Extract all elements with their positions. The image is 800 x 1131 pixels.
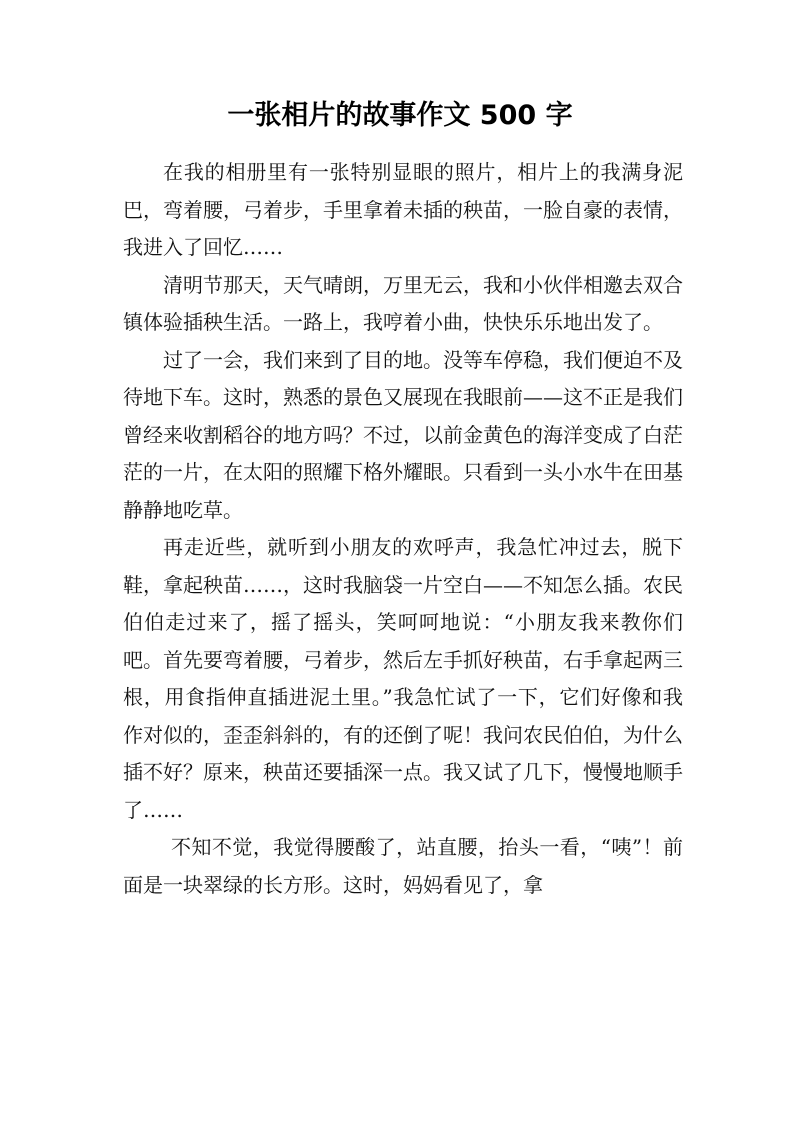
paragraph-2: 清明节那天，天气晴朗，万里无云，我和小伙伴相邀去双合镇体验插秧生活。一路上，我哼着小曲，快快乐乐地出发了。 [123,272,683,334]
paragraph-1: 在我的相册里有一张特别显眼的照片，相片上的我满身泥巴，弯着腰，弓着步，手里拿着未插的秧苗，一脸自豪的表情，我进入了回忆…… [123,160,683,259]
document-title: 一张相片的故事作文 500 字 [227,100,573,131]
paragraph-5: 不知不觉，我觉得腰酸了，站直腰，抬头一看，“咦”！前面是一块翠绿的长方形。这时，妈妈看见了，拿 [123,835,683,897]
paragraph-4: 再走近些，就听到小朋友的欢呼声，我急忙冲过去，脱下鞋，拿起秧苗……，这时我脑袋一片空白——不知怎么插。农民伯伯走过来了，摇了摇头，笑呵呵地说：“小朋友我来教你们吧。首先要弯着腰，弓着步，然后左手抓好秧苗，右手拿起两三根，用食指伸直插进泥土里。”我急忙试了一下，它们好像和我作对似的，歪歪斜斜的，有的还倒了呢！我问农民伯伯，为什么插不好？原来，秧苗还要插深一点。我又试了几下，慢慢地顺手了…… [123,535,683,822]
paragraph-3: 过了一会，我们来到了目的地。没等车停稳，我们便迫不及待地下车。这时，熟悉的景色又展现在我眼前——这不正是我们曾经来收割稻谷的地方吗？不过，以前金黄色的海洋变成了白茫茫的一片，在太阳的照耀下格外耀眼。只看到一头小水牛在田基静静地吃草。 [123,347,683,522]
document-body [123,154,683,904]
